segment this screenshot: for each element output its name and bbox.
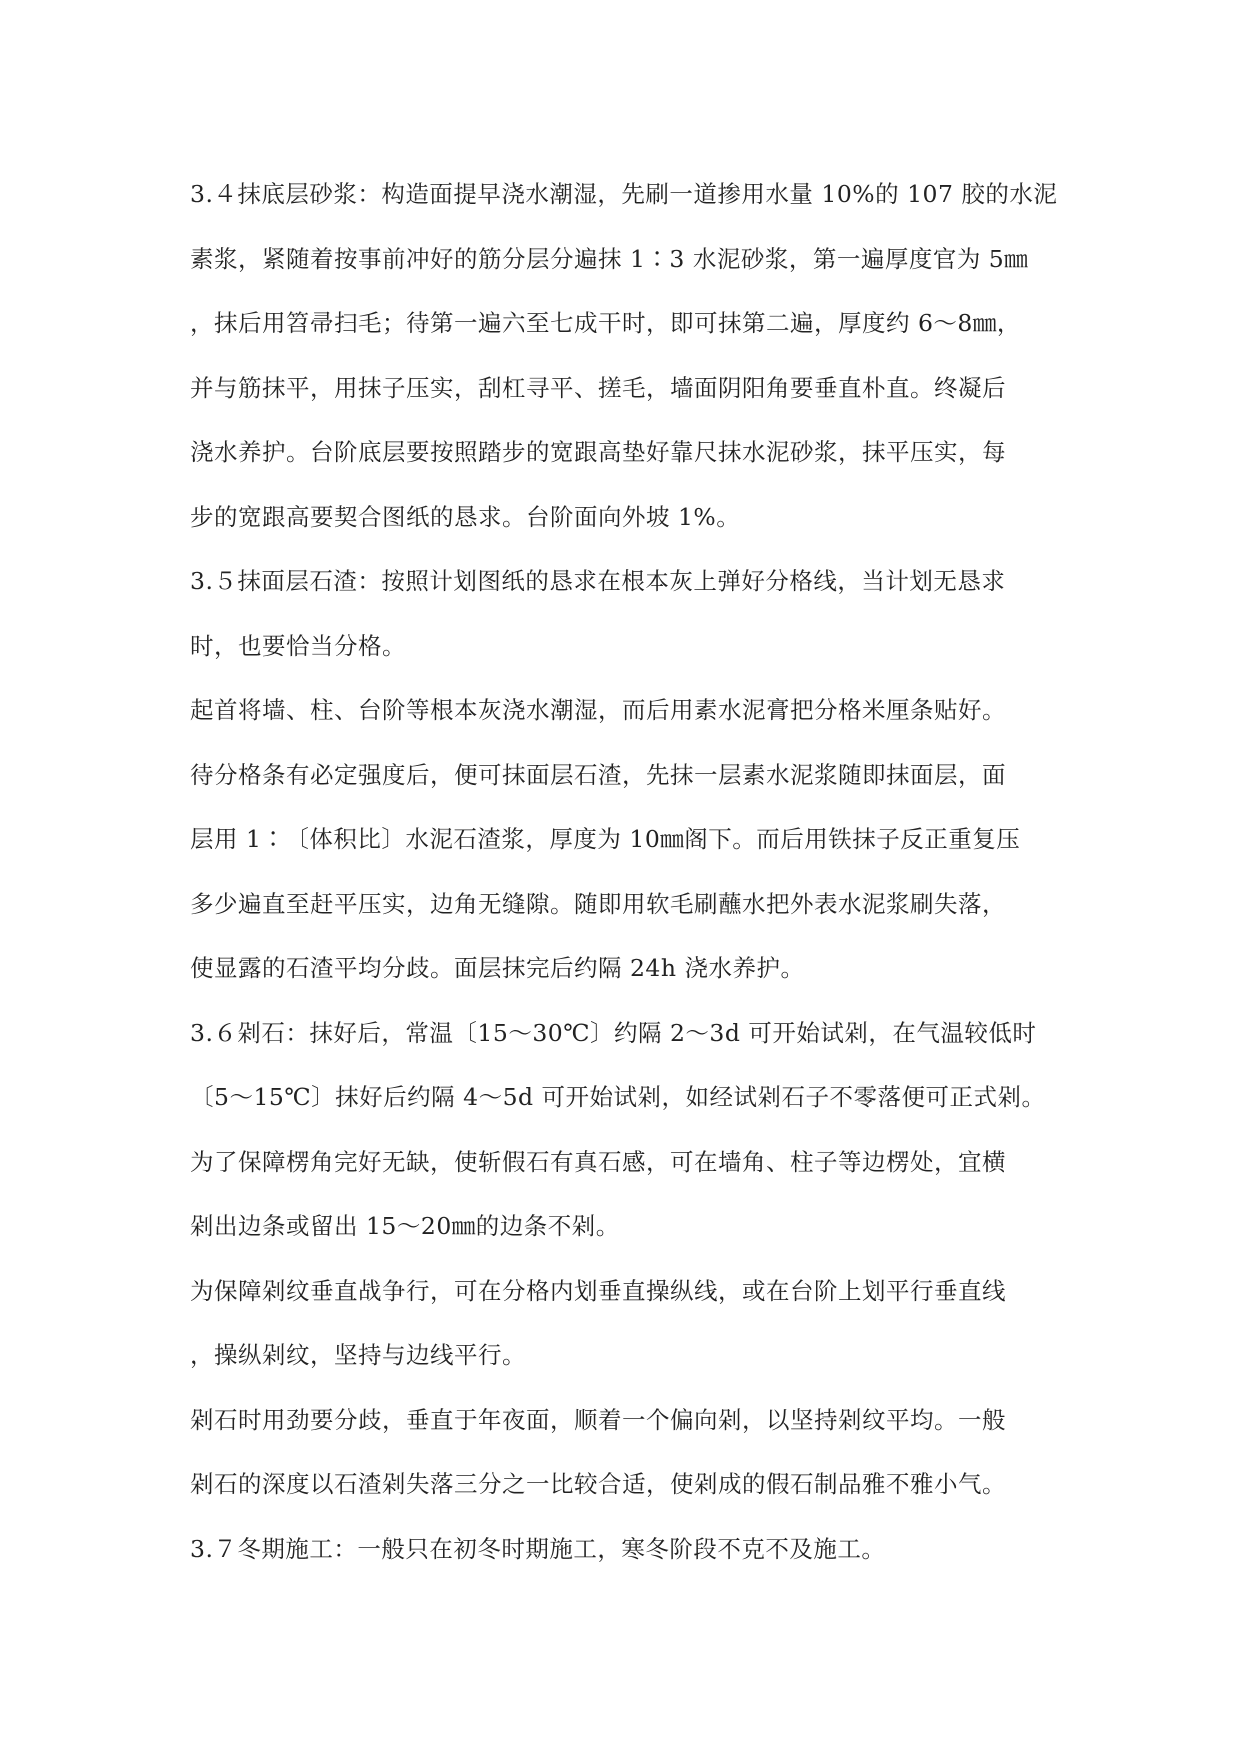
text-line: 浇水养护。台阶底层要按照踏步的宽跟高垫好靠尺抹水泥砂浆，抹平压实，每 (190, 438, 1006, 466)
text-line: 时，也要恰当分格。 (190, 631, 406, 660)
text-line: 素浆，紧随着按事前冲好的筋分层分遍抹 1∶3 水泥砂浆，第一遍厚度官为 5㎜ (190, 244, 1029, 273)
text-line: 并与筋抹平，用抹子压实，刮杠寻平、搓毛，墙面阴阳角要垂直朴直。终凝后 (190, 373, 1006, 402)
text-line: 3.７冬期施工：一般只在初冬时期施工，寒冬阶段不克不及施工。 (190, 1534, 886, 1563)
text-line: 待分格条有必定强度后，便可抹面层石渣，先抹一层素水泥浆随即抹面层，面 (190, 760, 1006, 789)
text-line: 使显露的石渣平均分歧。面层抹完后约隔 24h 浇水养护。 (190, 954, 805, 982)
text-line: 剁出边条或留出 15～20㎜的边条不剁。 (190, 1212, 620, 1240)
text-line: 剁石的深度以石渣剁失落三分之一比较合适，使剁成的假石制品雅不雅小气。 (190, 1470, 1006, 1498)
text-line: ，操纵剁纹，坚持与边线平行。 (190, 1341, 526, 1369)
text-line: 多少遍直至赶平压实，边角无缝隙。随即用软毛刷蘸水把外表水泥浆刷失落， (190, 889, 1006, 918)
text-line: 为保障剁纹垂直战争行，可在分格内划垂直操纵线，或在台阶上划平行垂直线 (190, 1276, 1006, 1305)
text-line: 剁石时用劲要分歧，垂直于年夜面，顺着一个偏向剁，以坚持剁纹平均。一般 (190, 1405, 1006, 1434)
text-line: 3.５抹面层石渣：按照计划图纸的恳求在根本灰上弹好分格线，当计划无恳求 (190, 567, 1006, 595)
text-line: 〔5～15℃〕抹好后约隔 4～5d 可开始试剁，如经试剁石子不零落便可正式剁。 (190, 1083, 1046, 1111)
text-line: ，抹后用笤帚扫毛；待第一遍六至七成干时，即可抹第二遍，厚度约 6～8㎜， (190, 309, 1021, 337)
text-line: 为了保障楞角完好无缺，使斩假石有真石感，可在墙角、柱子等边楞处，宜横 (190, 1147, 1006, 1176)
text-line: 步的宽跟高要契合图纸的恳求。台阶面向外坡 1%。 (190, 502, 741, 531)
text-line: 3.４抹底层砂浆：构造面提早浇水潮湿，先刷一道掺用水量 10%的 107 胶的水泥 (190, 180, 1058, 208)
text-line: 层用 1∶〔体积比〕水泥石渣浆，厚度为 10㎜阁下。而后用铁抹子反正重复压 (190, 825, 1021, 853)
text-line: 起首将墙、柱、台阶等根本灰浇水潮湿，而后用素水泥膏把分格米厘条贴好。 (190, 696, 1006, 724)
text-line: 3.６剁石：抹好后，常温〔15～30℃〕约隔 2～3d 可开始试剁，在气温较低时 (190, 1018, 1037, 1047)
document-body (190, 162, 1070, 1581)
